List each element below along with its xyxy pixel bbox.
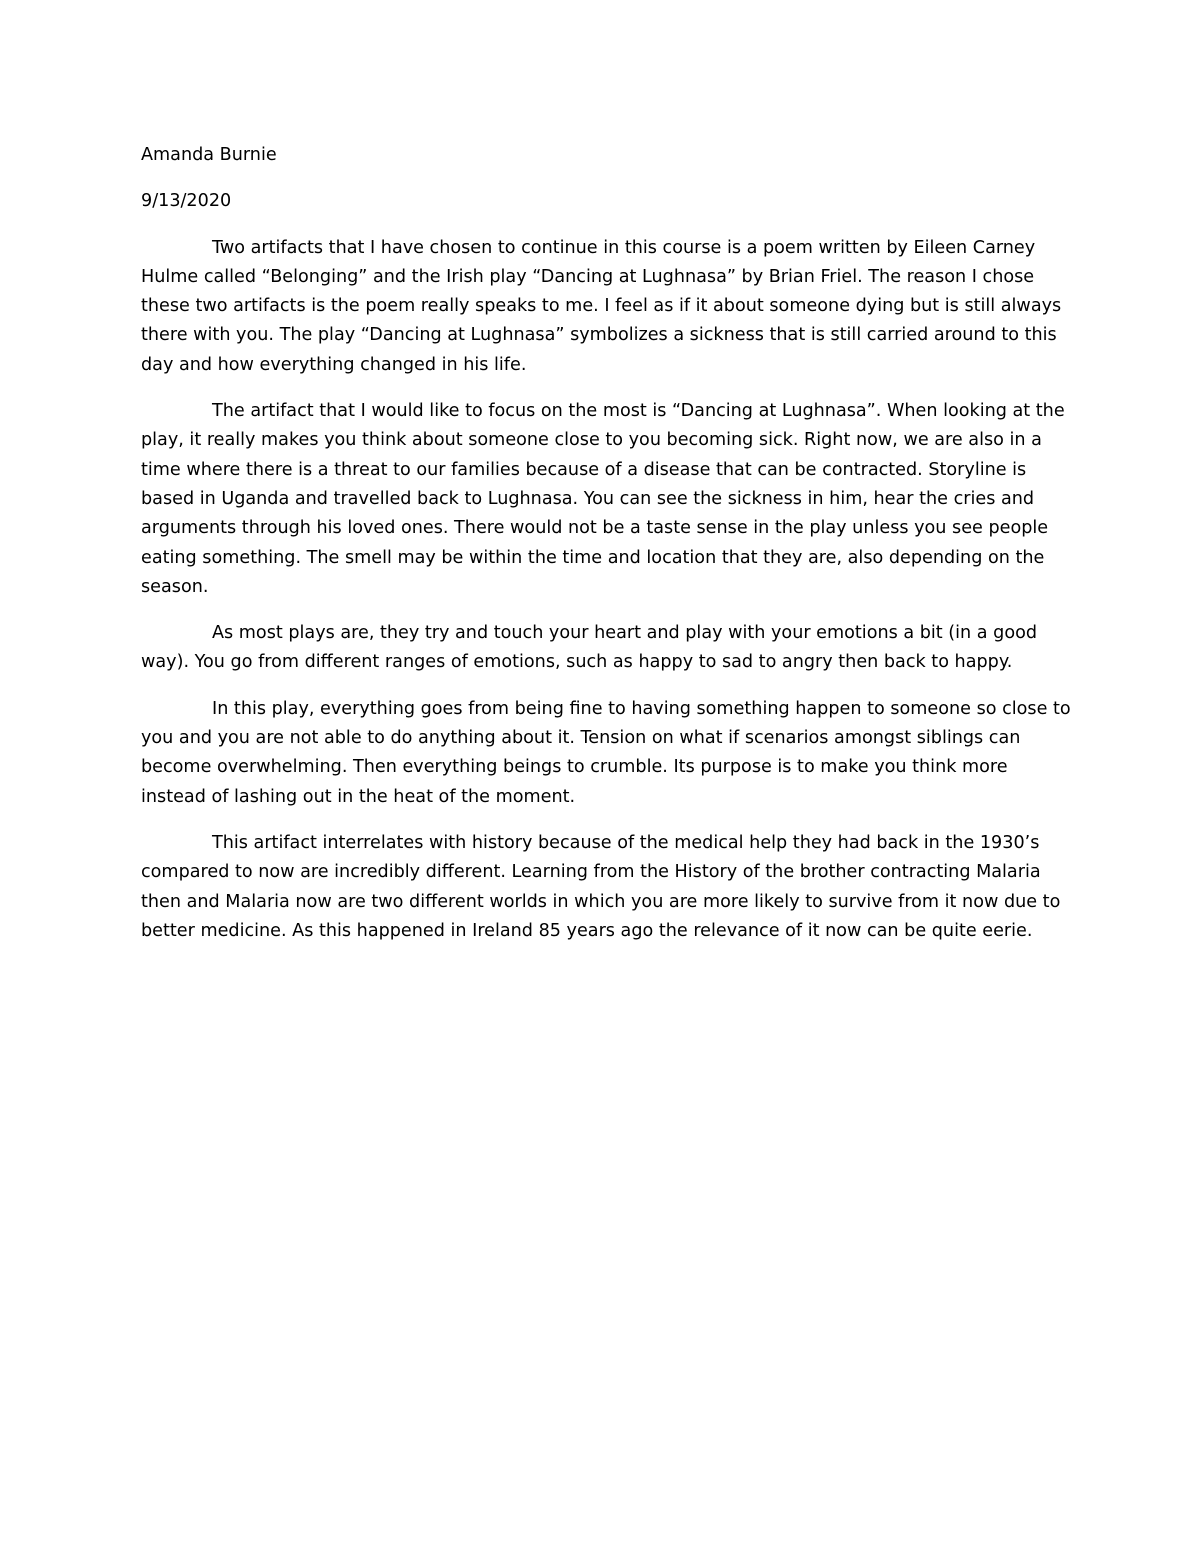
paragraph-line: In this play, everything goes from being fine to having something happen to someone so close to (212, 698, 1071, 719)
paragraph-5 (141, 829, 1061, 946)
paragraph-line: compared to now are incredibly different. Learning from the History of the brother contracting Malaria (141, 862, 1041, 883)
paragraph-2 (141, 397, 1065, 602)
paragraph-3 (141, 619, 1061, 678)
paragraph-line: become overwhelming. Then everything beings to crumble. Its purpose is to make you think more (141, 757, 1008, 778)
paragraph-1 (141, 234, 1061, 380)
paragraph-line: way). You go from different ranges of emotions, such as happy to sad to angry then back to happy. (141, 652, 1013, 673)
paragraph-line: time where there is a threat to our families because of a disease that can be contracted. Storyline is (141, 459, 1027, 480)
paragraph-line: you and you are not able to do anything about it. Tension on what if scenarios amongst siblings can (141, 728, 1021, 749)
paragraph-line: eating something. The smell may be within the time and location that they are, also depending on the (141, 547, 1045, 568)
paragraph-line: better medicine. As this happened in Ireland 85 years ago the relevance of it now can be quite eerie. (141, 920, 1033, 941)
document-body (141, 141, 1071, 963)
paragraph-line: then and Malaria now are two different worlds in which you are more likely to survive from it now due to (141, 891, 1061, 912)
paragraph-line: As most plays are, they try and touch your heart and play with your emotions a bit (in a good (212, 623, 1038, 644)
paragraph-4 (141, 695, 1071, 812)
paragraph-line: day and how everything changed in his life. (141, 354, 527, 375)
author-name: Amanda Burnie (141, 145, 277, 165)
paragraph-line: Two artifacts that I have chosen to continue in this course is a poem written by Eileen Carney (212, 237, 1036, 258)
paragraph-line: there with you. The play “Dancing at Lughnasa” symbolizes a sickness that is still carried around to this (141, 325, 1057, 346)
paragraph-line: Hulme called “Belonging” and the Irish play “Dancing at Lughnasa” by Brian Friel. The reason I chose (141, 266, 1035, 287)
paragraph-line: The artifact that I would like to focus on the most is “Dancing at Lughnasa”. When looking at the (212, 401, 1065, 422)
document-date: 9/13/2020 (141, 191, 232, 212)
paragraph-line: arguments through his loved ones. There would not be a taste sense in the play unless you see people (141, 518, 1049, 539)
paragraph-line: play, it really makes you think about someone close to you becoming sick. Right now, we are also in a (141, 430, 1042, 451)
paragraph-line: based in Uganda and travelled back to Lughnasa. You can see the sickness in him, hear the cries and (141, 488, 1035, 509)
paragraph-line: season. (141, 576, 209, 597)
paragraph-line: these two artifacts is the poem really speaks to me. I feel as if it about someone dying but is still always (141, 296, 1062, 317)
paragraph-line: This artifact interrelates with history because of the medical help they had back in the 1930’s (212, 832, 1040, 853)
paragraph-line: instead of lashing out in the heat of the moment. (141, 786, 576, 807)
